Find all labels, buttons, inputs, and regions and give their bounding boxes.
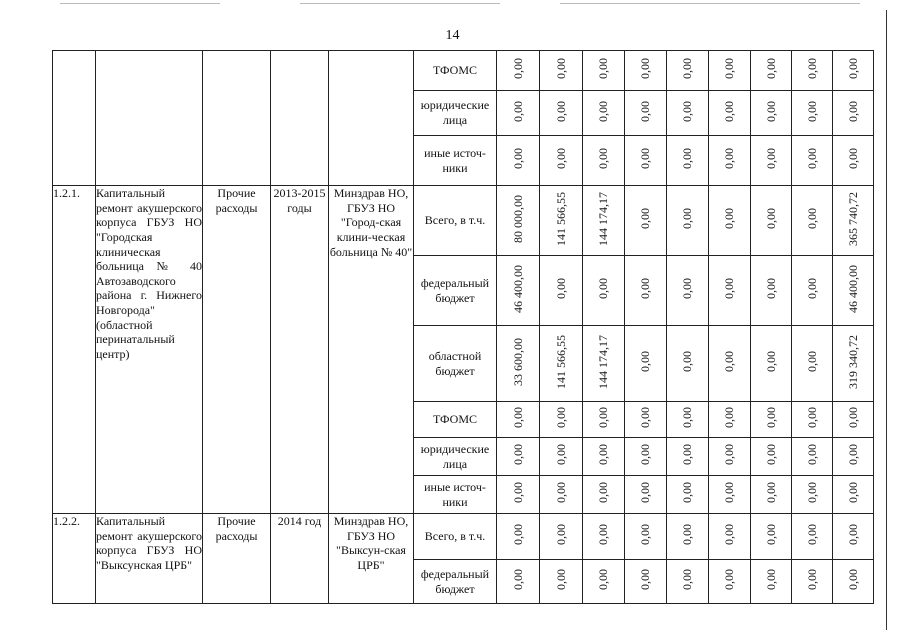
executor: Минздрав НО, ГБУЗ НО "Выксун-ская ЦРБ" [329,514,414,604]
amount-value: 0,00 [638,148,653,170]
amount-value: 0,00 [553,407,568,429]
amount-value: 0,00 [845,407,860,429]
amount-value: 0,00 [638,524,653,546]
amount-value: 0,00 [596,58,611,80]
amount-value: 0,00 [510,482,525,504]
scan-artifact-line [60,3,220,4]
amount-value: 141 566,55 [553,191,568,246]
funding-source: Всего, в т.ч. [414,514,497,560]
amount-value: 0,00 [638,278,653,300]
table-row [53,51,874,91]
amount-value: 0,00 [680,444,695,466]
amount-value: 0,00 [804,278,819,300]
scan-artifact-line [560,3,860,4]
amount-value: 0,00 [845,148,860,170]
amount-value: 0,00 [763,208,778,230]
amount-value: 0,00 [596,148,611,170]
expense-type: Прочие расходы [203,186,271,514]
amount-value: 0,00 [510,524,525,546]
amount-value: 80 000,00 [510,194,525,243]
amount-value: 0,00 [680,407,695,429]
amount-value: 0,00 [596,444,611,466]
amount-value: 0,00 [845,444,860,466]
amount-value: 0,00 [804,148,819,170]
expense-type: Прочие расходы [203,514,271,604]
amount-value: 0,00 [722,148,737,170]
amount-value: 0,00 [638,351,653,373]
item-name: Капитальный ремонт акушерского корпуса ГБУЗ НО "Городская клиническая больница № 40 Автозаводского района г. Нижнего Новгорода" (областной перинатальный центр) [96,186,202,361]
amount-value: 0,00 [638,58,653,80]
amount-value: 0,00 [804,444,819,466]
amount-value: 0,00 [722,278,737,300]
funding-source: ТФОМС [414,51,497,91]
item-number-cell [53,51,96,186]
amount-value: 0,00 [722,208,737,230]
item-number: 1.2.2. [53,514,96,604]
amount-value: 0,00 [553,569,568,591]
amount-value: 0,00 [804,569,819,591]
amount-value: 0,00 [804,100,819,122]
expense-type-cell [203,51,271,186]
amount-value: 0,00 [680,278,695,300]
amount-value: 0,00 [680,208,695,230]
amount-value: 0,00 [804,407,819,429]
amount-value: 0,00 [804,58,819,80]
amount-value: 0,00 [553,482,568,504]
amount-value: 0,00 [596,524,611,546]
budget-table [52,50,874,604]
amount-value: 0,00 [845,524,860,546]
amount-value: 0,00 [722,569,737,591]
amount-value: 365 740,72 [845,191,860,246]
item-name: Капитальный ремонт акушерского корпуса ГБУЗ НО "Выксунская ЦРБ" [96,514,202,572]
amount-value: 0,00 [638,569,653,591]
funding-source: юридические лица [414,438,497,476]
amount-value: 0,00 [845,100,860,122]
amount-value: 0,00 [638,208,653,230]
funding-source: иные источ-ники [414,476,497,514]
period: 2013-2015 годы [271,186,329,514]
executor: Минздрав НО, ГБУЗ НО "Город-ская клини-ческая больница № 40" [329,186,414,514]
page-edge-rule [886,10,887,630]
amount-value: 0,00 [596,569,611,591]
amount-value: 0,00 [680,524,695,546]
period-cell [271,51,329,186]
amount-value: 0,00 [510,148,525,170]
amount-value: 144 174,17 [596,334,611,389]
item-number: 1.2.1. [53,186,96,514]
page-number: 14 [445,28,460,43]
amount-value: 0,00 [553,100,568,122]
amount-value: 0,00 [722,482,737,504]
scan-artifact-line [300,3,500,4]
executor-cell [329,51,414,186]
item-name-cell [96,186,203,514]
amount-value: 0,00 [763,278,778,300]
amount-value: 0,00 [722,100,737,122]
funding-source: областной бюджет [414,326,497,402]
funding-source: иные источ-ники [414,136,497,186]
amount-value: 0,00 [680,569,695,591]
amount-value: 46 400,00 [510,264,525,313]
amount-value: 0,00 [722,58,737,80]
amount-value: 33 600,00 [510,337,525,386]
amount-value: 0,00 [680,482,695,504]
amount-value: 0,00 [596,100,611,122]
funding-source: юридические лица [414,91,497,136]
period: 2014 год [271,514,329,604]
amount-value: 0,00 [680,148,695,170]
amount-value: 0,00 [680,100,695,122]
amount-value: 0,00 [763,100,778,122]
amount-value: 0,00 [845,569,860,591]
amount-value: 0,00 [804,351,819,373]
amount-value: 0,00 [722,407,737,429]
amount-value: 0,00 [553,278,568,300]
amount-value: 0,00 [553,58,568,80]
amount-value: 0,00 [722,351,737,373]
table-row [53,186,874,256]
amount-value: 0,00 [845,482,860,504]
amount-value: 0,00 [680,351,695,373]
amount-value: 0,00 [804,208,819,230]
amount-value: 0,00 [722,444,737,466]
amount-value: 0,00 [804,482,819,504]
amount-value: 0,00 [763,482,778,504]
amount-value: 141 566,55 [553,334,568,389]
amount-value: 0,00 [510,58,525,80]
amount-value: 144 174,17 [596,191,611,246]
amount-value: 0,00 [553,524,568,546]
amount-value: 0,00 [722,524,737,546]
amount-value: 0,00 [510,407,525,429]
table-row [53,514,874,560]
amount-value: 0,00 [596,482,611,504]
amount-value: 0,00 [510,569,525,591]
funding-source: ТФОМС [414,402,497,438]
amount-value: 0,00 [763,351,778,373]
amount-value: 0,00 [804,524,819,546]
funding-source: Всего, в т.ч. [414,186,497,256]
funding-source: федеральный бюджет [414,560,497,604]
amount-value: 0,00 [638,100,653,122]
amount-value: 319 340,72 [845,334,860,389]
amount-value: 0,00 [763,407,778,429]
amount-value: 0,00 [763,58,778,80]
amount-value: 0,00 [763,148,778,170]
amount-value: 0,00 [638,407,653,429]
amount-value: 0,00 [763,569,778,591]
funding-source: федеральный бюджет [414,256,497,326]
amount-value: 0,00 [553,444,568,466]
amount-value: 46 400,00 [845,264,860,313]
item-name-cell [96,514,203,604]
amount-value: 0,00 [553,148,568,170]
amount-value: 0,00 [845,58,860,80]
item-name-cell [96,51,203,186]
amount-value: 0,00 [680,58,695,80]
amount-value: 0,00 [510,100,525,122]
amount-value: 0,00 [596,407,611,429]
amount-value: 0,00 [763,524,778,546]
amount-value: 0,00 [510,444,525,466]
amount-value: 0,00 [763,444,778,466]
amount-value: 0,00 [638,444,653,466]
amount-value: 0,00 [596,278,611,300]
amount-value: 0,00 [638,482,653,504]
